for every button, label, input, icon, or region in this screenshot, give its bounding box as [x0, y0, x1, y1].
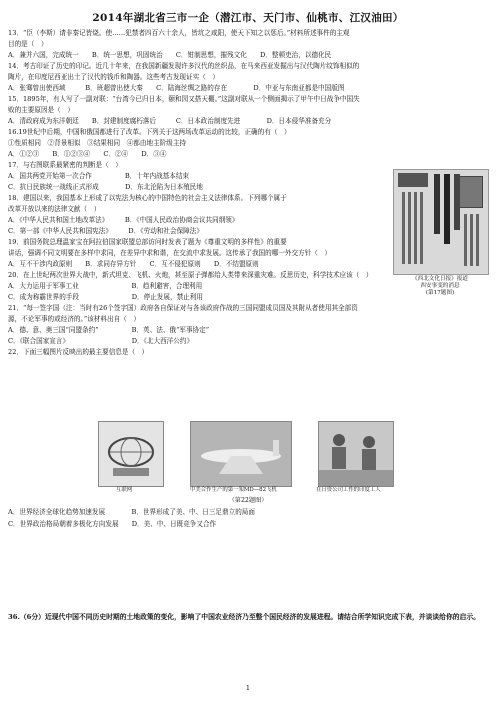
- question-line: 源，不论军事的或经济的。”该材料出自（ ）: [8, 315, 140, 323]
- picture-caption: 在日资公司工作的印度工人: [316, 487, 381, 493]
- answer-options: C．《联合国家宣言》 D．《北大西洋公约》: [8, 337, 194, 345]
- answer-options: A．国共两党开始第一次合作 B．十年内战基本结束: [8, 172, 190, 180]
- internet-globe-image: [98, 421, 164, 487]
- answer-options: C．抗日民族统一战线正式形成 D．东北沦陷为日本殖民地: [8, 183, 203, 191]
- answer-options: A．大力运用于军事工业 B．趋利避害，合理利用: [8, 282, 203, 290]
- question-line: 13．“臣（李斯）请非秦记皆烧。使……犯禁者四百六十余人，皆坑之咸阳，使天下知之以惩后。”材料所述事件的主观: [8, 29, 350, 37]
- figure-caption: （第22题图）: [228, 497, 268, 504]
- answer-options: A．清政府成为东洋朝廷 B．封建制度腐朽落后 C．日本政治制度先进 D．日本侵华准备充分: [8, 117, 332, 125]
- question-line: 14．考古印证了历史的印记。近几十年来，在我国新疆发现许多汉代的丝织品，在马来西亚发掘出与汉代陶片纹饰相似的: [8, 62, 360, 70]
- picture-caption: 互联网: [116, 487, 133, 493]
- question-line: 20．在上世纪两次世界大战中，新式坦克、飞机、火炮，甚至原子弹都给人类带来深重灾难。反思历史，科学技术应该（ ）: [8, 271, 373, 279]
- answer-options: C．世界政治格局朝着多极化方向发展 D．美、中、日既竞争又合作: [8, 520, 217, 528]
- question-line: 17．与右图联系最紧密的判断是（ ）: [8, 161, 122, 169]
- answer-options: A．世界经济全球化趋势加速发展 B．世界形成了美、中、日三足鼎立的局面: [8, 508, 255, 516]
- workers-image: [318, 421, 394, 487]
- newspaper-image: [393, 169, 489, 275]
- answer-options: C．成为称霸世界的手段 D．停止发展，禁止利用: [8, 293, 203, 301]
- answer-options: A．《中华人民共和国土地改革法》 B．《中国人民政治协商会议共同纲领》: [8, 216, 239, 224]
- question-line: 目的是（ ）: [8, 40, 48, 48]
- question-36: 36.（6分）近现代中国不同历史时期的土地政策的变化，影响了中国农业经济乃至整个国民经济的发展进程。请结合所学知识完成下表，并谈谈给你的启示。: [8, 613, 480, 621]
- question-line: 18．建国以来，我国基本上形成了以宪法为核心的中国特色的社会主义法律体系。下列哪个属于: [8, 194, 287, 202]
- aircraft-factory-image: [190, 421, 292, 487]
- page-title: 2014年湖北省三市一企（潜江市、天门市、仙桃市、江汉油田）: [92, 12, 404, 24]
- question-line: 16.19世纪中后期，中国和俄国都进行了改革。下列关于这两场改革运动的比较，正确的有（ ）: [8, 128, 291, 136]
- answer-options: A．互不干涉内政原则 B．求同存异方针 C．互不侵犯原则 D．不结盟原则: [8, 260, 259, 268]
- answer-options: A．①②③ B．①②③④ C．②④ D．③④: [8, 150, 167, 158]
- answer-options: C．第一部《中华人民共和国宪法》 D．《劳动和社会保障法》: [8, 227, 203, 235]
- page-number: 1: [245, 684, 251, 692]
- answer-options: A．张骞曾出使西域 B．班超曾出使大秦 C．陆海丝绸之路的存在 D．中亚与东南亚都是中国版图: [8, 84, 345, 92]
- question-line: 讲话，强调不同文明要在多样中求同，在差异中求和谐，在交流中求发展。这传承了我国的哪一外交方针（ ）: [8, 249, 332, 257]
- picture-caption: 中美合作生产的第一架MD—82飞机: [190, 487, 277, 493]
- answer-options: A．德、意、奥三国“同盟条约” B．英、法、俄“军事协定”: [8, 326, 210, 334]
- question-line: 败的主要原因是（ ）: [8, 106, 74, 114]
- question-line: ①性质相同 ②背景相似 ③结果相同 ④都由地主阶级主持: [8, 139, 187, 147]
- answer-options: A．兼并六国，完成统一 B．统一思想，巩固统治 C．钳制思想，摧残文化 D．整顿吏治，以德化民: [8, 51, 332, 59]
- question-line: 22．下面三幅图片反映出的最主要信息是（ ）: [8, 348, 149, 356]
- question-line: 15．1895年，有人写了一副对联：“台湾今已归日本，颐和园又搭天棚。”这副对联从一个侧面揭示了甲午中日战争中国失: [8, 95, 360, 103]
- question-line: 19．前国务院总理温家宝在阿拉伯国家联盟总部访问时发表了题为《尊重文明的多样性》的重要: [8, 238, 287, 246]
- question-line: 21．“每一签字国（注：当时有26个签字国）政府各自保证对与各该政府作战的三国同盟成员国及其附从者使用其全部资: [8, 304, 358, 312]
- newspaper-caption: 《西北文化日报》报道 西安事变的消息 (第17题图): [412, 276, 468, 296]
- question-line: 改革开放以来的法律文献（ ）: [8, 205, 101, 213]
- question-line: 陶片，在印度尼西亚出土了汉代的钱币和陶器。这些考古发现证实（ ）: [8, 73, 219, 81]
